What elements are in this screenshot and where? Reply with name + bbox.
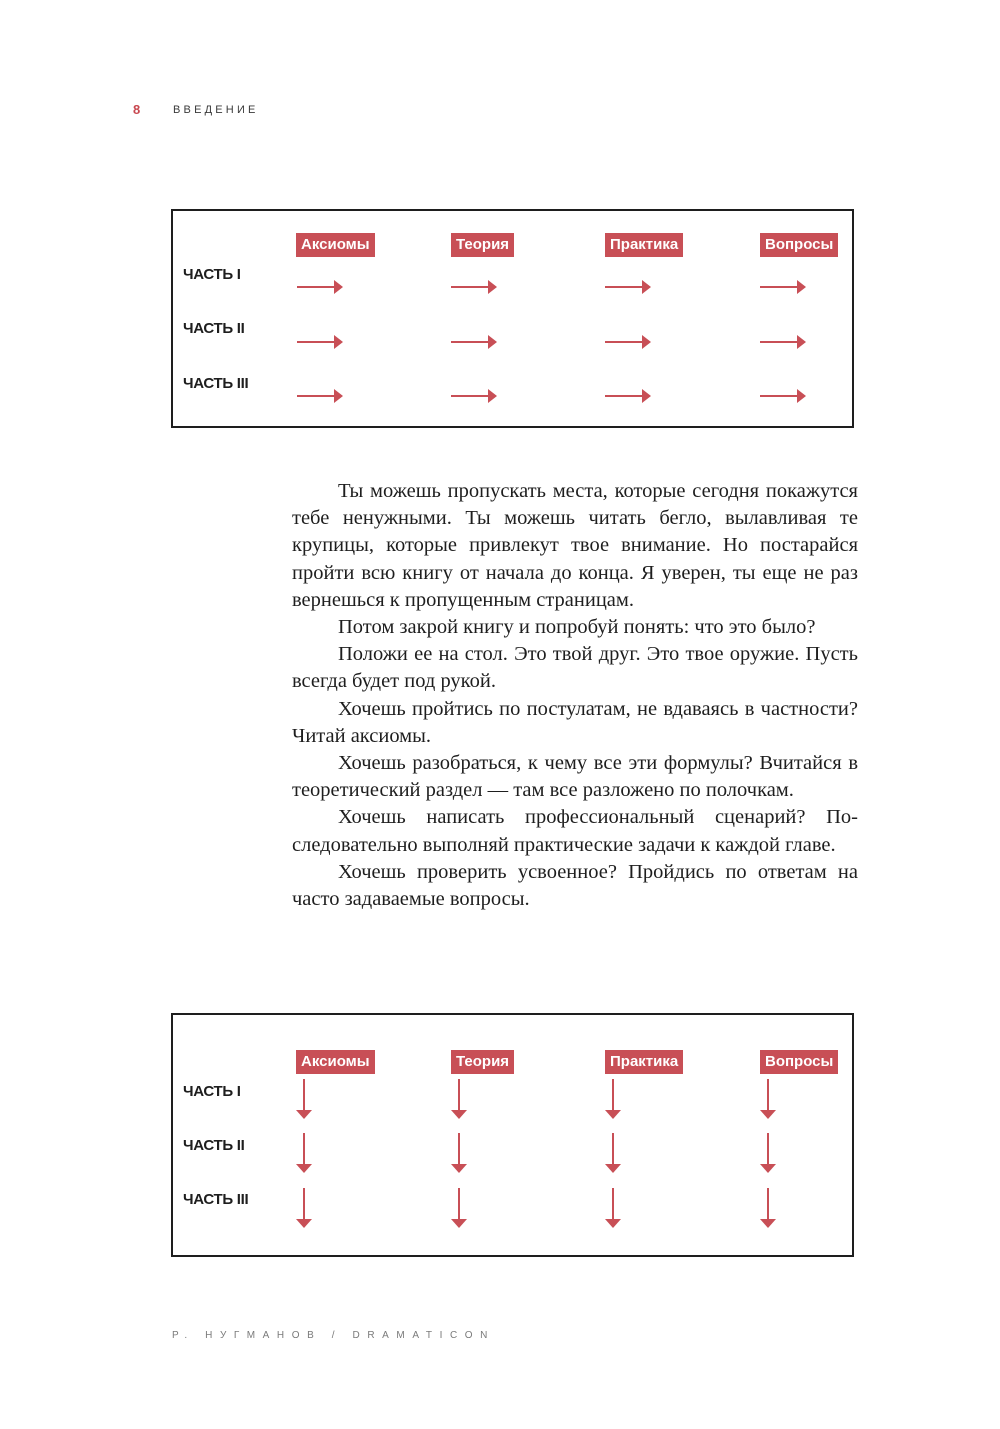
- column-tag-practice: Практика: [605, 1050, 683, 1074]
- page-number: 8: [133, 102, 141, 117]
- paragraph: Положи ее на стол. Это твой друг. Это твое оружие. Пусть всегда будет под рукой.: [292, 643, 858, 693]
- column-tag-questions: Вопросы: [760, 1050, 838, 1074]
- row-label-part-1: ЧАСТЬ I: [183, 1083, 241, 1100]
- arrow-down-icon: [296, 1133, 312, 1173]
- paragraph: Потом закрой книгу и попробуй понять: что это было?: [338, 616, 816, 639]
- paragraph: Хочешь пройтись по постулатам, не вдаваясь в частности? Читай аксиомы.: [292, 697, 858, 747]
- column-tag-questions: Вопросы: [760, 233, 838, 257]
- arrow-right-icon: [451, 335, 497, 349]
- arrow-right-icon: [451, 389, 497, 403]
- arrow-right-icon: [605, 280, 651, 294]
- arrow-right-icon: [297, 335, 343, 349]
- arrow-right-icon: [760, 280, 806, 294]
- row-label-part-2: ЧАСТЬ II: [183, 320, 245, 337]
- reading-diagram-sequential-by-part: [171, 209, 854, 428]
- arrow-down-icon: [760, 1079, 776, 1119]
- arrow-down-icon: [296, 1188, 312, 1228]
- arrow-right-icon: [760, 389, 806, 403]
- row-label-part-2: ЧАСТЬ II: [183, 1137, 245, 1154]
- arrow-right-icon: [605, 389, 651, 403]
- arrow-down-icon: [760, 1188, 776, 1228]
- arrow-right-icon: [760, 335, 806, 349]
- running-footer: Р. НУГМАНОВ / DRAMATICON: [172, 1330, 495, 1341]
- column-tag-axioms: Аксиомы: [296, 233, 375, 257]
- paragraph: Хочешь разобраться, к чему все эти формулы? Вчитайся в теоретический раздел — там все разложено по полочкам.: [292, 752, 858, 802]
- arrow-down-icon: [760, 1133, 776, 1173]
- column-tag-practice: Практика: [605, 233, 683, 257]
- arrow-right-icon: [297, 280, 343, 294]
- column-tag-theory: Теория: [451, 233, 514, 257]
- section-title: ВВЕДЕНИЕ: [173, 103, 259, 116]
- reading-diagram-by-section: [171, 1013, 854, 1257]
- arrow-right-icon: [605, 335, 651, 349]
- paragraph: Хочешь написать профессиональный сценарий? Последовательно выполняй практические задачи к каждой главе.: [292, 806, 858, 856]
- paragraph: Ты можешь пропускать места, которые сегодня покажутся тебе ненужными. Ты можешь читать бегло, вылавливая те крупицы, которые привлекут твое внимание. Но постарайся пройти всю книгу от начала до конца. Я уверен, ты еще не раз вернешься к пропущенным страницам.: [292, 480, 858, 611]
- column-tag-axioms: Аксиомы: [296, 1050, 375, 1074]
- arrow-right-icon: [297, 389, 343, 403]
- row-label-part-3: ЧАСТЬ III: [183, 1191, 249, 1208]
- arrow-down-icon: [605, 1188, 621, 1228]
- running-head: [133, 102, 259, 117]
- paragraph: Хочешь проверить усвоенное? Пройдись по ответам на часто задаваемые вопросы.: [292, 860, 858, 911]
- arrow-down-icon: [296, 1079, 312, 1119]
- arrow-down-icon: [605, 1133, 621, 1173]
- arrow-down-icon: [451, 1188, 467, 1228]
- row-label-part-1: ЧАСТЬ I: [183, 266, 241, 283]
- body-text: [292, 478, 858, 913]
- arrow-right-icon: [451, 280, 497, 294]
- arrow-down-icon: [451, 1133, 467, 1173]
- arrow-down-icon: [605, 1079, 621, 1119]
- column-tag-theory: Теория: [451, 1050, 514, 1074]
- arrow-down-icon: [451, 1079, 467, 1119]
- row-label-part-3: ЧАСТЬ III: [183, 375, 249, 392]
